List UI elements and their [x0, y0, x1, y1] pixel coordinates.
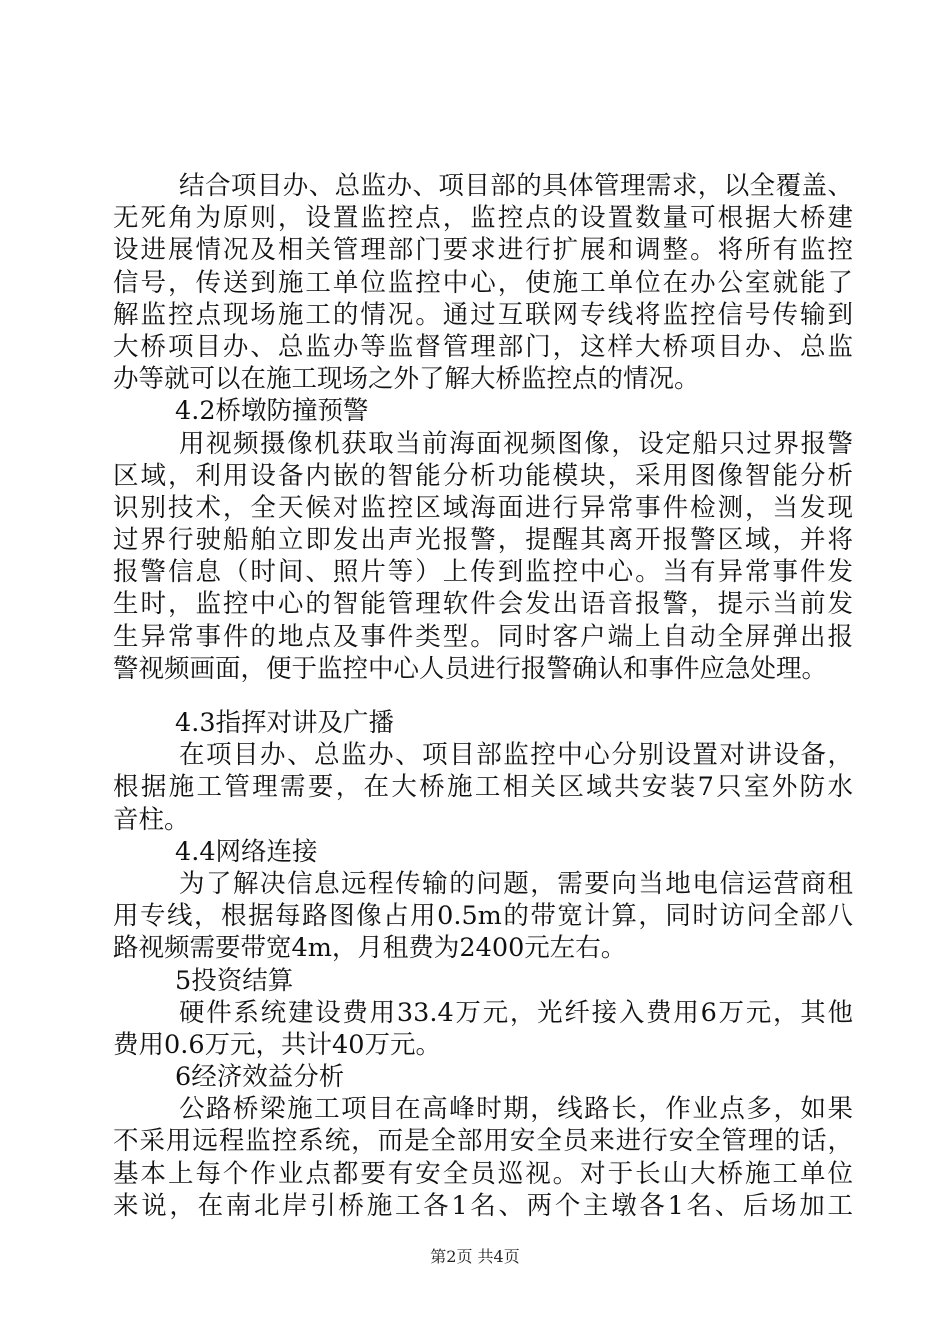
paragraph-line: 生异常事件的地点及事件类型。同时客户端上自动全屏弹出报 — [113, 621, 853, 652]
page-number-footer: 第2页 共4页 — [430, 1247, 520, 1266]
paragraph-line: 在项目办、总监办、项目部监控中心分别设置对讲设备， — [179, 740, 853, 771]
paragraph-line: 音柱。 — [113, 804, 190, 835]
paragraph-spacer — [113, 685, 853, 707]
paragraph-line: 来说，在南北岸引桥施工各1名、两个主墩各1名、后场加工 — [113, 1190, 853, 1221]
paragraph-line: 用专线，根据每路图像占用0.5m的带宽计算，同时访问全部八 — [113, 901, 853, 932]
paragraph-line: 警视频画面，便于监控中心人员进行报警确认和事件应急处理。 — [113, 653, 828, 684]
section-heading: 6经济效益分析 — [175, 1062, 345, 1093]
section-heading: 4.3指挥对讲及广播 — [175, 708, 395, 738]
paragraph-line: 用视频摄像机获取当前海面视频图像，设定船只过界报警 — [179, 428, 853, 459]
paragraph-line: 公路桥梁施工项目在高峰时期，线路长，作业点多，如果 — [179, 1094, 853, 1125]
section-heading: 5投资结算 — [175, 965, 294, 996]
paragraph-line: 结合项目办、总监办、项目部的具体管理需求，以全覆盖、 — [179, 171, 853, 201]
paragraph-line: 费用0.6万元，共计40万元。 — [113, 1029, 442, 1060]
paragraph-line: 设进展情况及相关管理部门要求进行扩展和调整。将所有监控 — [113, 235, 853, 266]
paragraph-line: 信号，传送到施工单位监控中心，使施工单位在办公室就能了 — [113, 267, 853, 298]
paragraph-line: 无死角为原则，设置监控点，监控点的设置数量可根据大桥建 — [113, 203, 853, 234]
paragraph-line: 解监控点现场施工的情况。通过互联网专线将监控信号传输到 — [113, 299, 853, 330]
section-heading: 4.4网络连接 — [175, 836, 318, 867]
paragraph-line: 区域，利用设备内嵌的智能分析功能模块，采用图像智能分析 — [113, 460, 853, 491]
paragraph-line: 识别技术，全天候对监控区域海面进行异常事件检测，当发现 — [113, 492, 853, 523]
paragraph-line: 报警信息（时间、照片等）上传到监控中心。当有异常事件发 — [113, 557, 853, 588]
paragraph-line: 生时，监控中心的智能管理软件会发出语音报警，提示当前发 — [113, 589, 853, 620]
paragraph-line: 办等就可以在施工现场之外了解大桥监控点的情况。 — [113, 364, 700, 395]
paragraph-line: 硬件系统建设费用33.4万元，光纤接入费用6万元，其他 — [179, 997, 853, 1028]
document-body — [113, 170, 853, 1222]
paragraph-line: 路视频需要带宽4m，月租费为2400元左右。 — [113, 933, 627, 964]
paragraph-line: 不采用远程监控系统，而是全部用安全员来进行安全管理的话， — [113, 1126, 853, 1157]
paragraph-line: 过界行驶船舶立即发出声光报警，提醒其离开报警区域，并将 — [113, 525, 853, 556]
paragraph-line: 大桥项目办、总监办等监督管理部门，这样大桥项目办、总监 — [113, 331, 853, 362]
paragraph-line: 根据施工管理需要，在大桥施工相关区域共安装7只室外防水 — [113, 772, 853, 803]
paragraph-line: 为了解决信息远程传输的问题，需要向当地电信运营商租 — [179, 868, 853, 899]
section-heading: 4.2桥墩防撞预警 — [175, 396, 369, 427]
paragraph-line: 基本上每个作业点都要有安全员巡视。对于长山大桥施工单位 — [113, 1158, 853, 1189]
